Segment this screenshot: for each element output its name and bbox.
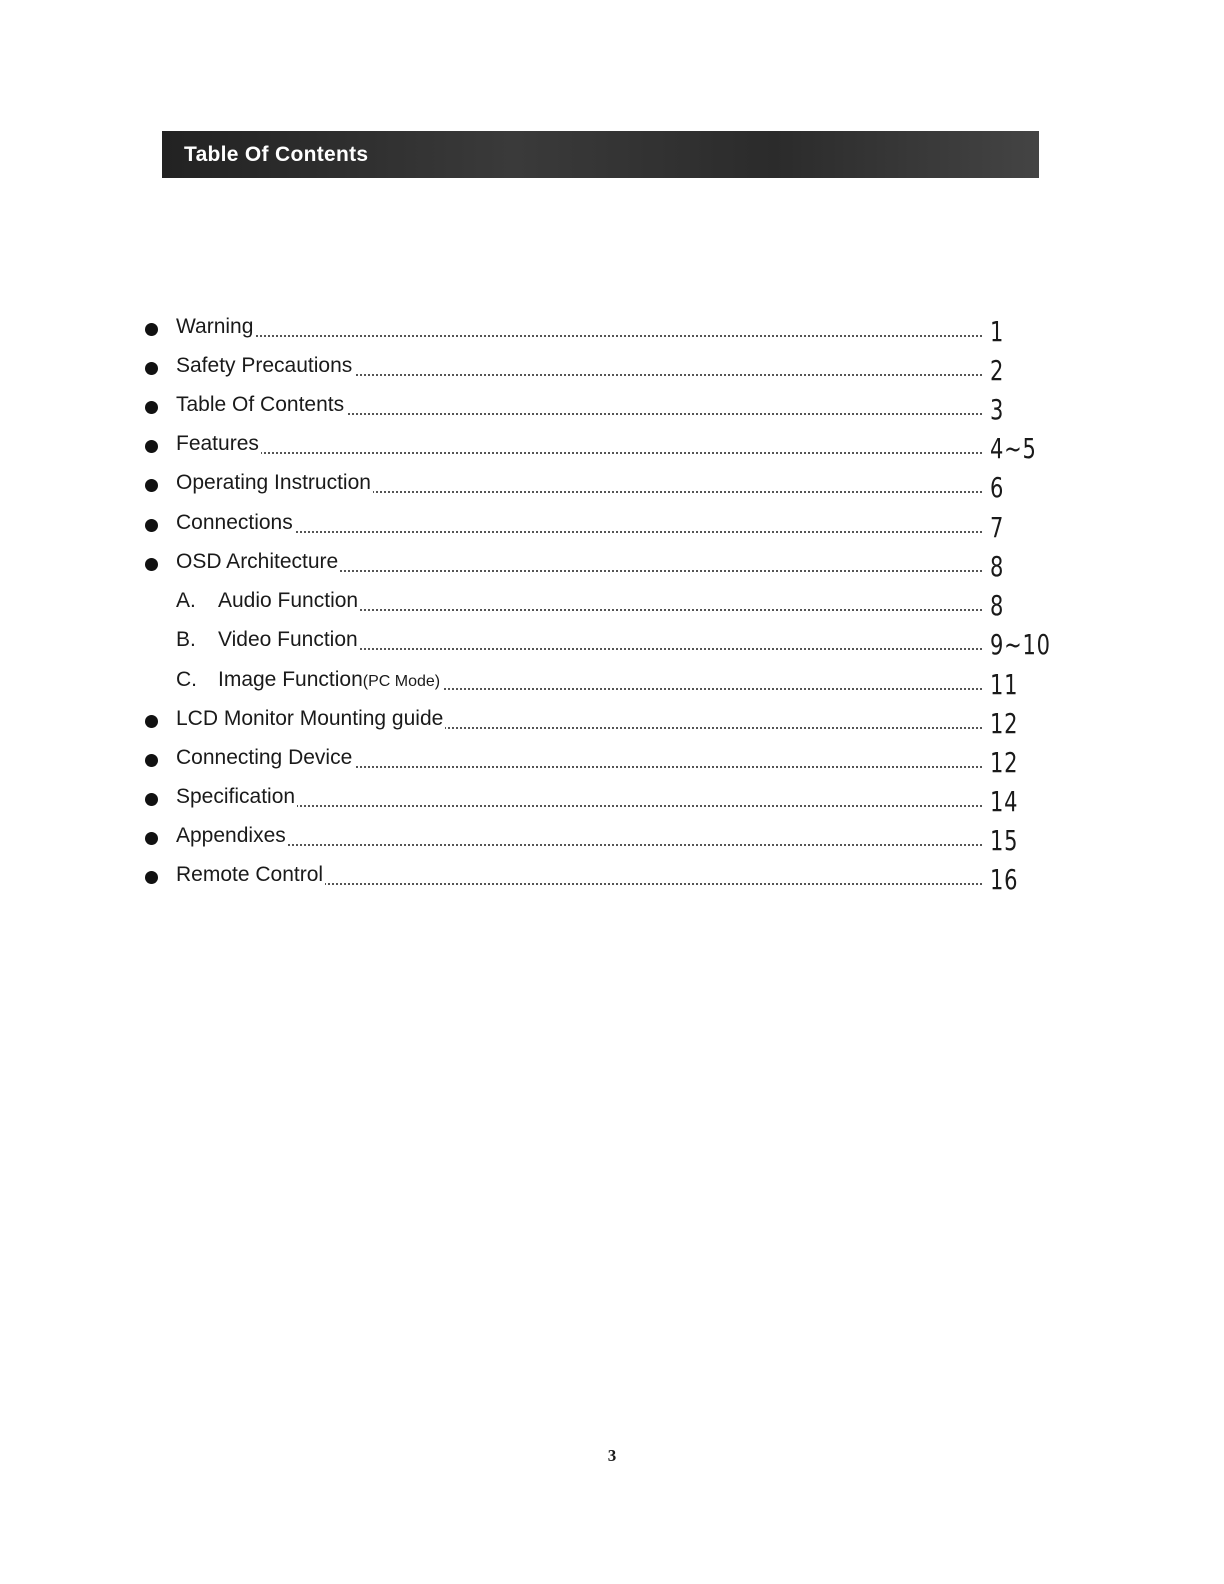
toc-subentry-letter: C. xyxy=(176,668,197,691)
bullet-icon xyxy=(145,519,158,532)
dot-leader xyxy=(176,335,982,337)
toc-entry-label: Warning xyxy=(176,315,254,338)
toc-page-number: 2 xyxy=(990,354,1005,387)
bullet-icon xyxy=(145,558,158,571)
toc-entry[interactable] xyxy=(142,548,1005,584)
toc-subentry-letter: A. xyxy=(176,589,196,612)
toc-subentry[interactable] xyxy=(142,666,1019,702)
toc-page-number: 8 xyxy=(990,550,1005,583)
toc-entry[interactable] xyxy=(142,469,1005,505)
toc-entry-label: Table Of Contents xyxy=(176,393,345,416)
toc-page-number: 3 xyxy=(990,393,1005,426)
toc-page-number: 12 xyxy=(990,707,1019,740)
toc-page-number: 15 xyxy=(990,824,1019,857)
toc-page-number: 14 xyxy=(990,785,1019,818)
toc-entry-label: Operating Instruction xyxy=(176,471,371,494)
toc-subentry-letter: B. xyxy=(176,628,196,651)
dot-leader xyxy=(176,844,982,846)
toc-entry-label: Connecting Device xyxy=(176,746,353,769)
toc-entry-label: LCD Monitor Mounting guide xyxy=(176,707,444,730)
bullet-icon xyxy=(145,479,158,492)
toc-page-number: 9~10 xyxy=(990,628,1051,661)
toc-subentry-label xyxy=(176,628,360,652)
toc-page-number: 11 xyxy=(990,668,1019,701)
toc-entry-label: Features xyxy=(176,432,259,455)
toc-page-number: 6 xyxy=(990,471,1005,504)
toc-entry-label: Remote Control xyxy=(176,863,324,886)
toc-entry[interactable] xyxy=(142,705,1019,741)
bullet-icon xyxy=(145,401,158,414)
toc-entry[interactable] xyxy=(142,391,1005,427)
section-title: Table Of Contents xyxy=(184,143,369,166)
toc-page-number: 16 xyxy=(990,863,1019,896)
toc-entry[interactable] xyxy=(142,822,1019,858)
toc-subentry-text: Audio Function xyxy=(218,589,359,612)
toc-page-number: 4~5 xyxy=(990,432,1037,465)
page-number-footer: 3 xyxy=(607,1446,617,1465)
toc-entry-label: Connections xyxy=(176,511,293,534)
toc-entry[interactable] xyxy=(142,783,1019,819)
bullet-icon xyxy=(145,323,158,336)
toc-entry[interactable] xyxy=(142,313,1005,349)
bullet-icon xyxy=(145,832,158,845)
dot-leader xyxy=(176,452,982,454)
toc-subentry-text: Image Function xyxy=(218,668,363,691)
toc-page-number: 1 xyxy=(990,315,1005,348)
bullet-icon xyxy=(145,871,158,884)
toc-entry-label: OSD Architecture xyxy=(176,550,339,573)
dot-leader xyxy=(176,531,982,533)
toc-entry-label: Safety Precautions xyxy=(176,354,353,377)
toc-entry[interactable] xyxy=(142,861,1019,897)
bullet-icon xyxy=(145,715,158,728)
toc-page-number: 7 xyxy=(990,511,1005,544)
toc-entry[interactable] xyxy=(142,352,1005,388)
toc-entry[interactable] xyxy=(142,744,1019,780)
bullet-icon xyxy=(145,793,158,806)
toc-subentry-text: Video Function xyxy=(218,628,358,651)
toc-page-number: 12 xyxy=(990,746,1019,779)
toc-entry[interactable] xyxy=(142,509,1005,545)
toc-subentry[interactable] xyxy=(142,587,1005,623)
bullet-icon xyxy=(145,440,158,453)
toc-subentry-label xyxy=(176,668,442,692)
toc-page-number: 8 xyxy=(990,589,1005,622)
bullet-icon xyxy=(145,362,158,375)
toc-subentry[interactable] xyxy=(142,626,1051,662)
toc-entry-label: Appendixes xyxy=(176,824,286,847)
toc-entry[interactable] xyxy=(142,430,1037,466)
toc-entry-label: Specification xyxy=(176,785,296,808)
toc-subentry-suffix: (PC Mode) xyxy=(362,673,441,690)
bullet-icon xyxy=(145,754,158,767)
toc-subentry-label xyxy=(176,589,360,613)
